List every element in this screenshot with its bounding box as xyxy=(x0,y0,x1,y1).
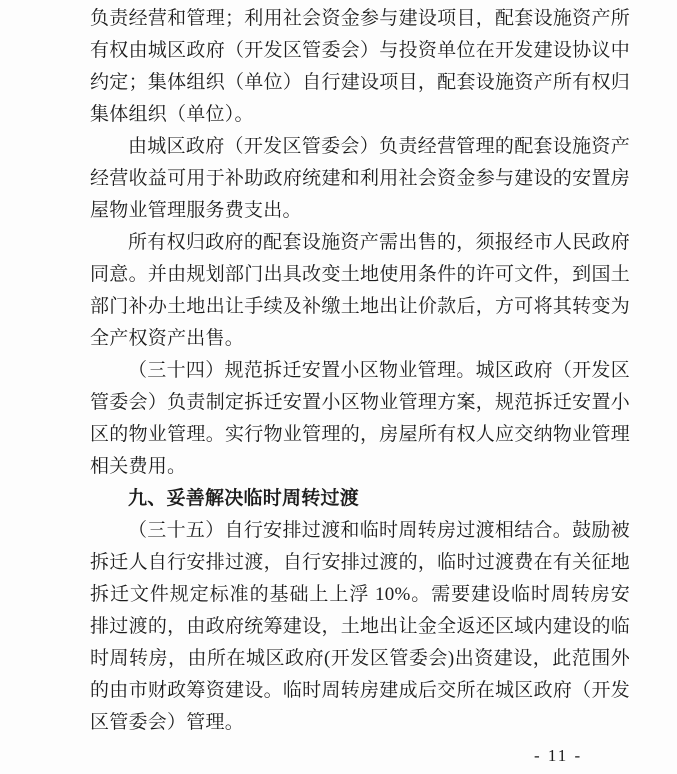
paragraph-asset-sale-approval: 所有权归政府的配套设施资产需出售的，须报经市人民政府同意。并由规划部门出具改变土地使用条件的许可文件，到国土部门补办土地出让手续及补缴土地出让价款后，方可将其转变为全产权资产出售。 xyxy=(90,232,630,349)
paragraph-clause-35-transition-housing: （三十五）自行安排过渡和临时周转房过渡相结合。鼓励被拆迁人自行安排过渡，自行安排过渡的，临时过渡费在有关征地拆迁文件规定标准的基础上上浮 10%。需要建设临时周转房安排过渡的，由政府统筹建设，土地出让金全返还区域内建设的临时周转房，由所在城区政府(开发区管委会)出资建设，此范围外的由市财政筹资建设。临时周转房建成后交所在城区政府（开发区管委会）管理。 xyxy=(90,520,630,733)
paragraph-continuation: 负责经营和管理；利用社会资金参与建设项目，配套设施资产所有权由城区政府（开发区管委会）与投资单位在开发建设协议中约定；集体组织（单位）自行建设项目，配套设施资产所有权归集体组织（单位）。 xyxy=(90,8,630,125)
paragraph-clause-34-property-management: （三十四）规范拆迁安置小区物业管理。城区政府（开发区管委会）负责制定拆迁安置小区物业管理方案，规范拆迁安置小区的物业管理。实行物业管理的，房屋所有权人应交纳物业管理相关费用。 xyxy=(90,360,630,477)
page-number: - 11 - xyxy=(534,746,583,765)
paragraph-facility-management-income: 由城区政府（开发区管委会）负责经营管理的配套设施资产经营收益可用于补助政府统建和利用社会资金参与建设的安置房屋物业管理服务费支出。 xyxy=(90,136,630,221)
section-heading-nine: 九、妥善解决临时周转过渡 xyxy=(128,488,360,509)
document-body xyxy=(90,3,630,739)
